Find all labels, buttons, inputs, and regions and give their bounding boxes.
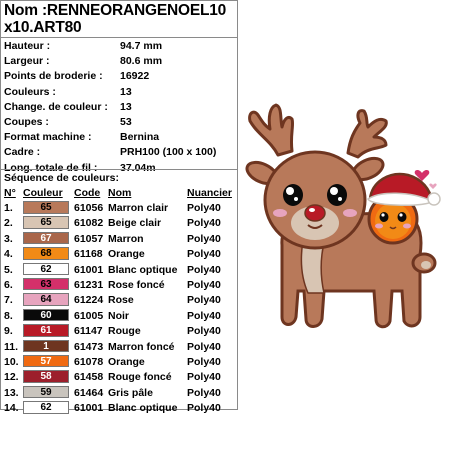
color-swatch: 58: [23, 370, 69, 383]
info-label: Couleurs :: [4, 85, 56, 98]
color-row: [4, 370, 238, 385]
thread-code: 61473: [74, 340, 104, 353]
info-row: [4, 69, 236, 84]
header-brand: Nuancier: [187, 187, 232, 199]
info-row: [4, 130, 236, 145]
thread-code: 61464: [74, 386, 104, 399]
color-swatch: 64: [23, 293, 69, 306]
thread-code: 61458: [74, 371, 104, 384]
info-value: 16922: [120, 70, 150, 83]
thread-name: Noir: [108, 309, 129, 322]
info-value: 94.7 mm: [120, 40, 163, 52]
thread-name: Orange: [108, 355, 145, 368]
thread-name: Rose foncé: [108, 278, 165, 291]
header-color: Couleur: [23, 187, 63, 199]
color-swatch: 62: [23, 401, 69, 414]
row-number: 9.: [4, 325, 13, 338]
color-row: [4, 263, 238, 278]
color-swatch: 62: [23, 263, 69, 276]
info-value: 13: [120, 85, 132, 98]
color-row: [4, 324, 238, 339]
design-title: [4, 2, 226, 36]
thread-brand: Poly40: [187, 278, 221, 291]
thread-brand: Poly40: [187, 202, 221, 214]
sequence-table: [4, 201, 238, 416]
color-row: [4, 278, 238, 293]
info-label: Cadre :: [4, 146, 41, 159]
row-number: 1.: [4, 202, 13, 214]
color-swatch: 63: [23, 278, 69, 291]
design-title-line1: Nom :RENNEORANGENOEL10: [4, 2, 227, 19]
row-number: 3.: [4, 232, 13, 245]
color-swatch: 65: [23, 201, 69, 214]
thread-brand: Poly40: [187, 355, 221, 368]
thread-brand: Poly40: [187, 217, 221, 230]
color-row: [4, 293, 238, 308]
sequence-title: Séquence de couleurs:: [4, 172, 119, 184]
thread-code: 61168: [74, 248, 103, 261]
info-row: [4, 85, 236, 100]
info-value: 37.04m: [120, 161, 156, 174]
info-label: Coupes :: [4, 115, 49, 128]
thread-code: 61078: [74, 355, 104, 368]
thread-brand: Poly40: [187, 309, 221, 322]
info-label: Long. totale de fil :: [4, 161, 98, 174]
row-number: 12.: [4, 371, 19, 384]
thread-code: 61005: [74, 309, 104, 322]
color-row: [4, 201, 238, 216]
reindeer-embroidery-image: [240, 95, 445, 340]
thread-name: Orange: [108, 248, 145, 261]
design-title-line2: x10.ART80: [4, 19, 82, 36]
color-row: [4, 232, 238, 247]
color-swatch: 59: [23, 386, 69, 399]
row-number: 14.: [4, 402, 19, 415]
color-row: [4, 247, 238, 262]
header-name: Nom: [108, 187, 132, 199]
color-swatch: 61: [23, 324, 69, 337]
info-label: Change. de couleur :: [4, 100, 108, 113]
design-info: [4, 39, 236, 176]
color-swatch: 65: [23, 216, 69, 229]
row-number: 6.: [4, 278, 13, 291]
info-value: 13: [120, 100, 132, 113]
color-swatch: 1: [23, 340, 69, 353]
color-swatch: 68: [23, 247, 69, 260]
row-number: 13.: [4, 386, 19, 399]
thread-code: 61001: [74, 402, 104, 415]
color-row: [4, 355, 238, 370]
info-row: [4, 115, 236, 130]
info-value: 53: [120, 115, 132, 128]
thread-code: 61057: [74, 232, 104, 245]
row-number: 11.: [4, 340, 19, 353]
color-row: [4, 401, 238, 416]
info-label: Hauteur :: [4, 40, 51, 52]
color-swatch: 67: [23, 232, 69, 245]
header-code: Code: [74, 187, 101, 199]
info-label: Points de broderie :: [4, 70, 103, 83]
thread-sheet: [0, 0, 238, 415]
row-number: 2.: [4, 217, 13, 230]
info-label: Largeur :: [4, 55, 50, 68]
thread-brand: Poly40: [187, 340, 221, 353]
thread-name: Gris pâle: [108, 386, 153, 399]
thread-brand: Poly40: [187, 402, 221, 415]
thread-code: 61147: [74, 325, 103, 338]
info-value: PRH100 (100 x 100): [120, 146, 217, 159]
thread-brand: Poly40: [187, 232, 221, 245]
thread-brand: Poly40: [187, 294, 221, 307]
thread-code: 61001: [74, 263, 104, 276]
header-num: N°: [4, 187, 16, 199]
row-number: 7.: [4, 294, 13, 307]
color-row: [4, 340, 238, 355]
thread-name: Rose: [108, 294, 134, 307]
color-swatch: 60: [23, 309, 69, 322]
divider: [1, 169, 237, 170]
divider: [1, 37, 237, 38]
thread-brand: Poly40: [187, 263, 221, 276]
info-row: [4, 100, 236, 115]
row-number: 10.: [4, 355, 19, 368]
info-label: Format machine :: [4, 131, 92, 144]
thread-name: Marron clair: [108, 202, 169, 214]
thread-name: Marron foncé: [108, 340, 175, 353]
info-row: [4, 54, 236, 69]
info-value: Bernina: [120, 131, 160, 144]
thread-brand: Poly40: [187, 248, 221, 261]
thread-code: 61082: [74, 217, 104, 230]
color-row: [4, 386, 238, 401]
sequence-table-header: [4, 187, 238, 201]
row-number: 5.: [4, 263, 13, 276]
thread-name: Blanc optique: [108, 263, 178, 276]
thread-code: 61224: [74, 294, 104, 307]
thread-code: 61231: [74, 278, 104, 291]
info-row: [4, 145, 236, 160]
color-row: [4, 309, 238, 324]
thread-name: Beige clair: [108, 217, 162, 230]
thread-name: Rouge foncé: [108, 371, 172, 384]
color-row: [4, 216, 238, 231]
thread-brand: Poly40: [187, 386, 221, 399]
color-swatch: 57: [23, 355, 69, 368]
thread-name: Blanc optique: [108, 402, 178, 415]
thread-brand: Poly40: [187, 325, 221, 338]
info-value: 80.6 mm: [120, 55, 163, 68]
row-number: 4.: [4, 248, 13, 261]
thread-brand: Poly40: [187, 371, 221, 384]
row-number: 8.: [4, 309, 13, 322]
thread-code: 61056: [74, 202, 104, 214]
thread-name: Marron: [108, 232, 144, 245]
info-row: [4, 39, 236, 54]
thread-name: Rouge: [108, 325, 141, 338]
